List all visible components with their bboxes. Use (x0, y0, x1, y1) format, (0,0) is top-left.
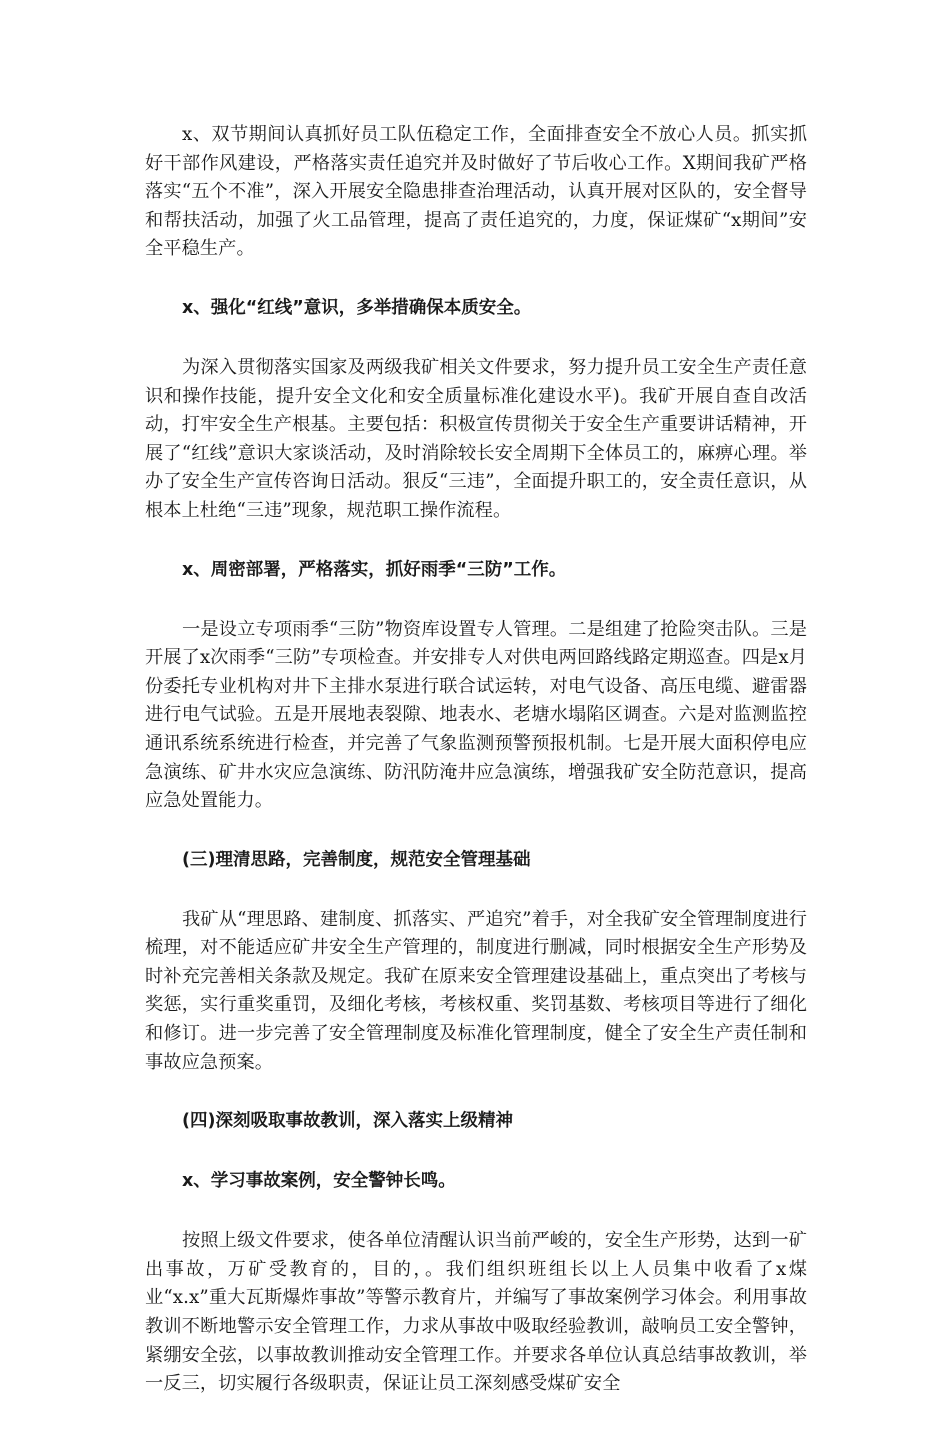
heading-section-four: (四)深刻吸取事故教训，深入落实上级精神 (182, 1111, 513, 1132)
document-body (145, 121, 807, 1429)
heading-section-three: (三)理清思路，完善制度，规范安全管理基础 (182, 849, 531, 870)
paragraph-rainy-season: 一是设立专项雨季“三防”物资库设置专人管理。二是组建了抢险突击队。三是开展了x次雨季“三防”专项检查。并安排专人对供电两回路线路定期巡查。四是x月份委托专业机构对井下主排水泵进行联合试运转，对电气设备、高压电缆、避雷器进行电气试验。五是开展地表裂隙、地表水、老塘水塌陷区调查。六是对监测监控通讯系统系统进行检查，并完善了气象监测预警预报机制。七是开展大面积停电应急演练、矿井水灾应急演练、防汛防淹井应急演练，增强我矿安全防范意识，提高应急处置能力。 (145, 618, 807, 812)
paragraph-holiday-stability: x、双节期间认真抓好员工队伍稳定工作，全面排查安全不放心人员。抓实抓好干部作风建设，严格落实责任追究并及时做好了节后收心工作。X期间我矿严格落实“五个不准”，深入开展安全隐患排查治理活动，认真开展对区队的，安全督导和帮扶活动，加强了火工品管理，提高了责任追究的，力度，保证煤矿“x期间”安全平稳生产。 (145, 124, 807, 260)
heading-rainy-season: x、周密部署，严格落实，抓好雨季“三防”工作。 (182, 559, 567, 580)
paragraph-red-line: 为深入贯彻落实国家及两级我矿相关文件要求，努力提升员工安全生产责任意识和操作技能，提升安全文化和安全质量标准化建设水平)。我矿开展自查自改活动，打牢安全生产根基。主要包括：积极宣传贯彻关于安全生产重要讲话精神，开展了“红线”意识大家谈活动，及时消除较长安全周期下全体员工的，麻痹心理。举办了安全生产宣传咨询日活动。狠反“三违”，全面提升职工的，安全责任意识，从根本上杜绝“三违”现象，规范职工操作流程。 (145, 356, 807, 521)
paragraph-section-three: 我矿从“理思路、建制度、抓落实、严追究”着手，对全我矿安全管理制度进行梳理，对不能适应矿井安全生产管理的，制度进行删减，同时根据安全生产形势及时补充完善相关条款及规定。我矿在原来安全管理建设基础上，重点突出了考核与奖惩，实行重奖重罚，及细化考核，考核权重、奖罚基数、考核项目等进行了细化和修订。进一步完善了安全管理制度及标准化管理制度，健全了安全生产责任制和事故应急预案。 (145, 908, 807, 1073)
heading-accident-cases: x、学习事故案例，安全警钟长鸣。 (182, 1171, 456, 1192)
paragraph-accident-cases: 按照上级文件要求，使各单位清醒认识当前严峻的，安全生产形势，达到一矿出事故，万矿受教育的，目的，。我们组织班组长以上人员集中收看了x煤业“x.x”重大瓦斯爆炸事故”等警示教育片，并编写了事故案例学习体会。利用事故教训不断地警示安全管理工作，力求从事故中吸取经验教训，敲响员工安全警钟，紧绷安全弦，以事故教训推动安全管理工作。并要求各单位认真总结事故教训，举一反三，切实履行各级职责，保证让员工深刻感受煤矿安全 (145, 1230, 807, 1395)
heading-red-line: x、强化“红线”意识，多举措确保本质安全。 (182, 297, 532, 318)
